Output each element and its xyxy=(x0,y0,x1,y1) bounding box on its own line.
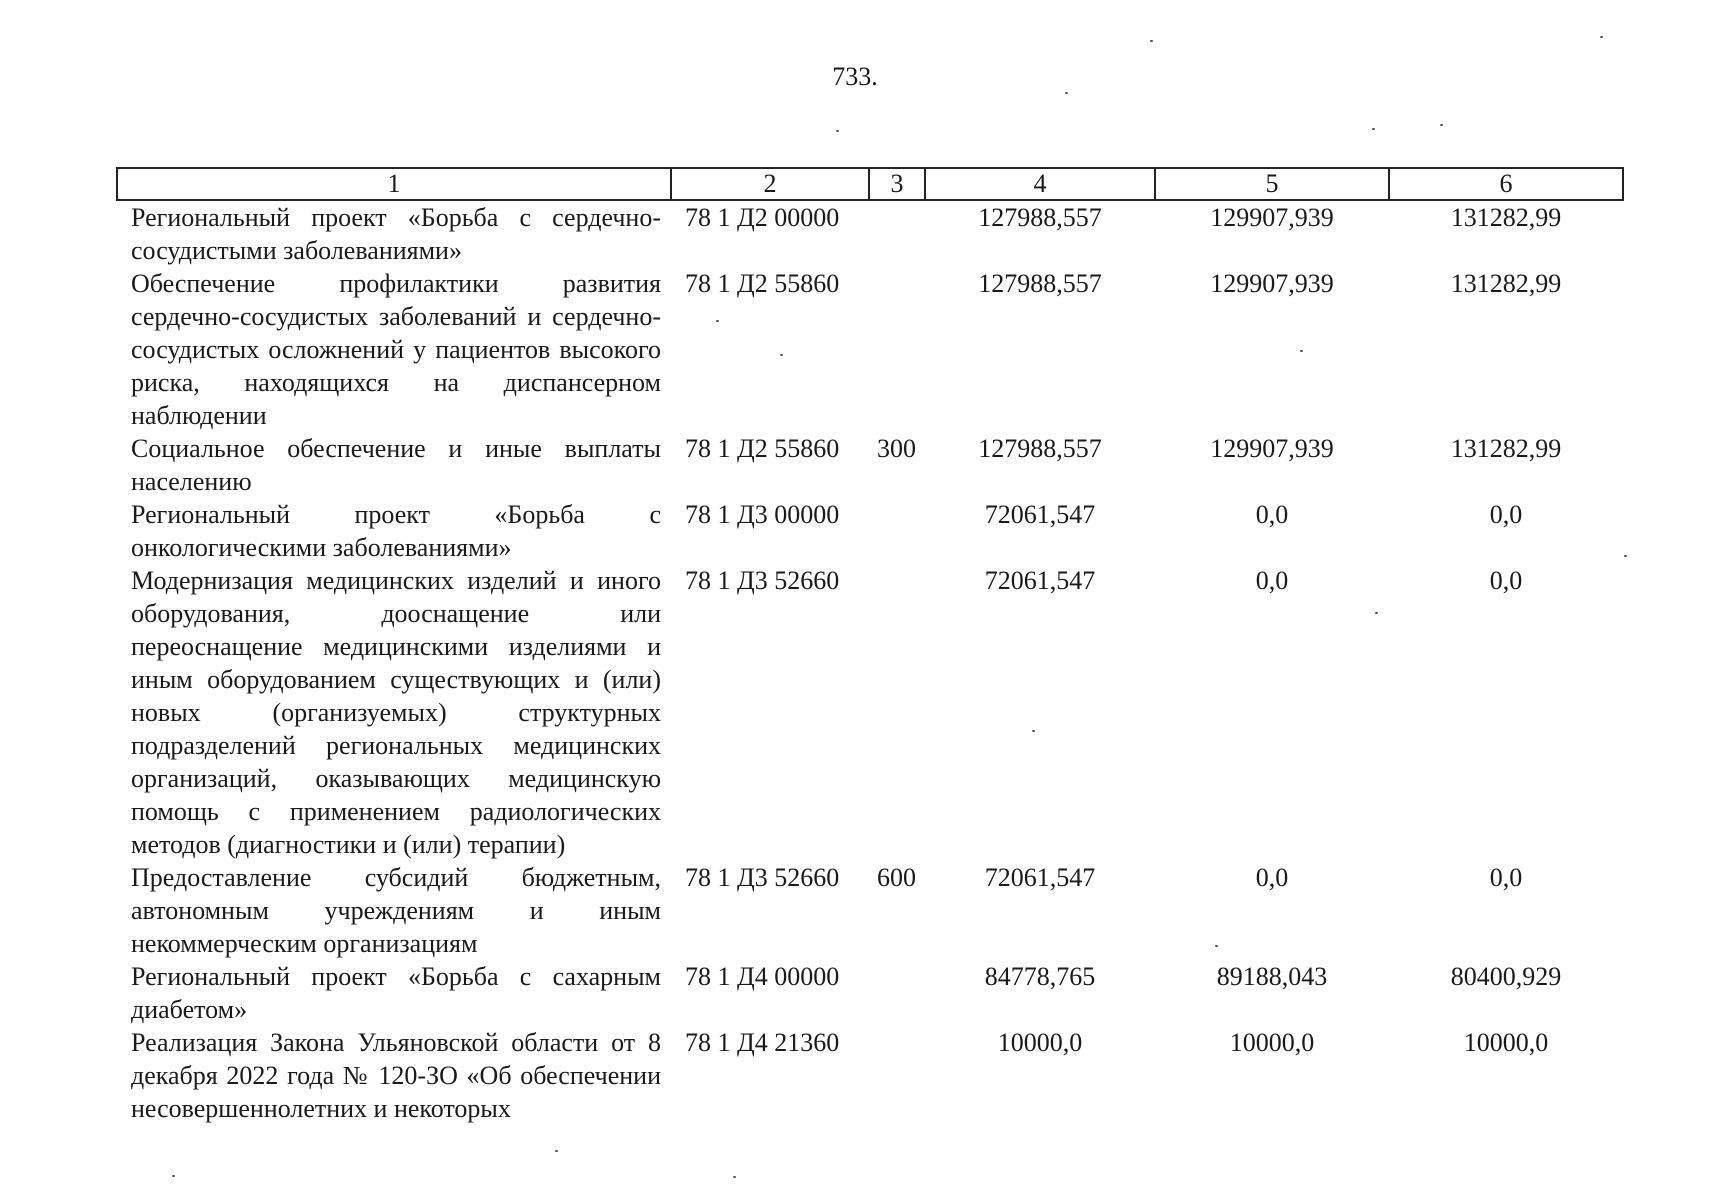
row-value-col5: 129907,939 xyxy=(1210,434,1334,463)
row-code: 78 1 Д2 55860 xyxy=(685,434,840,463)
table-row xyxy=(117,960,1623,1026)
column-header-4: 4 xyxy=(925,168,1155,200)
scan-speck xyxy=(733,1176,736,1178)
row-vr xyxy=(869,564,925,861)
row-value-col6: 0,0 xyxy=(1489,566,1523,595)
table-row xyxy=(117,432,1623,498)
table-row xyxy=(117,861,1623,960)
row-code: 78 1 Д2 00000 xyxy=(685,203,840,232)
scan-speck xyxy=(1300,350,1303,352)
row-value-col5: 0,0 xyxy=(1255,500,1289,529)
row-value-col5: 0,0 xyxy=(1255,863,1289,892)
row-name: Модернизация медицинских изделий и иного оборудования, дооснащение или переоснащение медицинскими изделиями и иным оборудованием существующих и (или) новых (организуемых) структурных подразделений региональных медицинских организаций, оказывающих медицинскую помощь с применением радиологических методов (диагностики и (или) терапии) xyxy=(131,566,661,859)
table-row xyxy=(117,498,1623,564)
column-header-3: 3 xyxy=(869,168,925,200)
row-value-col5: 0,0 xyxy=(1255,566,1289,595)
row-value-col5: 89188,043 xyxy=(1216,962,1328,991)
row-vr xyxy=(869,960,925,1026)
row-name: Региональный проект «Борьба с онкологическими заболеваниями» xyxy=(131,500,661,562)
row-name: Социальное обеспечение и иные выплаты населению xyxy=(131,434,661,496)
page-number: 733. xyxy=(832,62,878,91)
header-row xyxy=(117,168,1623,200)
scan-speck xyxy=(1372,128,1375,130)
scan-speck xyxy=(1215,945,1218,947)
row-code: 78 1 Д4 21360 xyxy=(685,1028,840,1057)
scan-speck xyxy=(1032,730,1035,732)
row-vr xyxy=(869,498,925,564)
row-value-col5: 129907,939 xyxy=(1210,269,1334,298)
row-value-col6: 131282,99 xyxy=(1450,203,1562,232)
row-value-col4: 72061,547 xyxy=(984,566,1096,595)
scan-speck xyxy=(716,320,719,322)
row-code: 78 1 Д3 52660 xyxy=(685,566,840,595)
row-name: Региональный проект «Борьба с сердечно-сосудистыми заболеваниями» xyxy=(131,203,661,265)
row-name: Региональный проект «Борьба с сахарным диабетом» xyxy=(131,962,661,1024)
scan-speck xyxy=(1065,92,1068,94)
scan-speck xyxy=(836,130,839,132)
row-value-col6: 131282,99 xyxy=(1450,434,1562,463)
table-row xyxy=(117,200,1623,267)
row-value-col6: 0,0 xyxy=(1489,863,1523,892)
row-name: Обеспечение профилактики развития сердечно-сосудистых заболеваний и сердечно-сосудистых осложнений у пациентов высокого риска, находящихся на диспансерном наблюдении xyxy=(131,269,661,430)
row-vr xyxy=(869,267,925,432)
scan-speck xyxy=(1440,124,1443,126)
row-value-col4: 127988,557 xyxy=(978,203,1102,232)
row-value-col4: 84778,765 xyxy=(984,962,1096,991)
row-code: 78 1 Д4 00000 xyxy=(685,962,840,991)
scan-speck xyxy=(1150,40,1153,42)
scan-speck xyxy=(172,1175,175,1177)
budget-table xyxy=(116,167,1624,1125)
table-row xyxy=(117,564,1623,861)
row-value-col5: 129907,939 xyxy=(1210,203,1334,232)
row-code: 78 1 Д2 55860 xyxy=(685,269,840,298)
row-name: Реализация Закона Ульяновской области от 8 декабря 2022 года № 120-ЗО «Об обеспечении несовершеннолетних и некоторых xyxy=(131,1028,661,1123)
row-value-col4: 72061,547 xyxy=(984,500,1096,529)
scan-speck xyxy=(1624,555,1627,557)
column-header-2: 2 xyxy=(671,168,869,200)
row-value-col6: 0,0 xyxy=(1489,500,1523,529)
table-row xyxy=(117,1026,1623,1125)
row-vr: 600 xyxy=(877,863,916,892)
scan-speck xyxy=(1375,612,1378,614)
column-header-1: 1 xyxy=(117,168,671,200)
scan-speck xyxy=(1600,36,1603,38)
scan-speck xyxy=(555,1150,558,1152)
row-name: Предоставление субсидий бюджетным, автономным учреждениям и иным некоммерческим организациям xyxy=(131,863,661,958)
row-value-col6: 80400,929 xyxy=(1450,962,1562,991)
row-value-col4: 10000,0 xyxy=(997,1028,1083,1057)
row-vr xyxy=(869,1026,925,1125)
column-header-6: 6 xyxy=(1389,168,1623,200)
row-value-col4: 127988,557 xyxy=(978,434,1102,463)
scan-speck xyxy=(780,354,783,356)
row-value-col6: 131282,99 xyxy=(1450,269,1562,298)
row-vr: 300 xyxy=(877,434,916,463)
row-value-col4: 72061,547 xyxy=(984,863,1096,892)
row-vr xyxy=(869,200,925,267)
table-row xyxy=(117,267,1623,432)
row-value-col6: 10000,0 xyxy=(1463,1028,1549,1057)
row-code: 78 1 Д3 52660 xyxy=(685,863,840,892)
column-header-5: 5 xyxy=(1155,168,1389,200)
row-code: 78 1 Д3 00000 xyxy=(685,500,840,529)
row-value-col4: 127988,557 xyxy=(978,269,1102,298)
row-value-col5: 10000,0 xyxy=(1229,1028,1315,1057)
